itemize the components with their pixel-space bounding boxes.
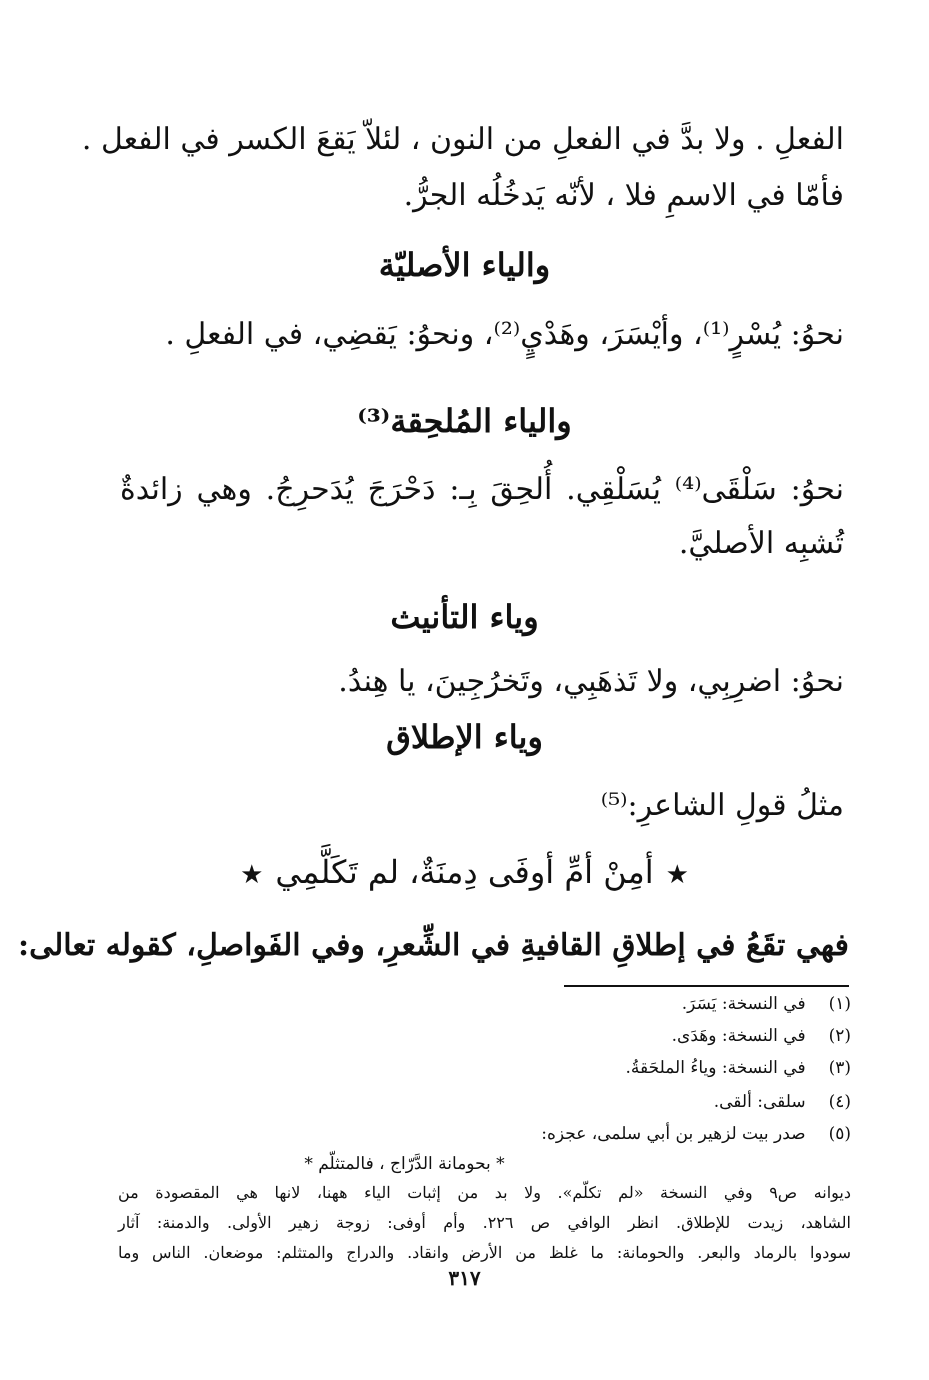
- body-line-5: تُشبِه الأصليَّ.: [678, 526, 844, 561]
- body-line-7: مثلُ قولِ الشاعرِ:⁽⁵⁾: [600, 788, 844, 823]
- footnote-text: في النسخة: وياءُ الملحَقةُ.: [625, 1058, 806, 1078]
- footnote-number: (٥): [828, 1124, 851, 1144]
- footnote-text: في النسخة: يَسَرَ.: [681, 994, 806, 1014]
- footnote-text: سلقى: ألقى.: [713, 1092, 806, 1112]
- body-line-4: نحوُ: سَلْقَى⁽⁴⁾ يُسَلْقِي. أُلحِقَ بِـ: دَحْرَجَ يُدَحرِجُ. وهي زائدةٌ: [120, 472, 844, 507]
- footnote-number: (٢): [828, 1026, 851, 1046]
- footnote-number: (١): [828, 994, 851, 1014]
- footnote-body-line-2: الشاهد، زيدت للإطلاق. انظر الوافي ص ٢٢٦. وأم أوفى: زوجة زهير الأولى. والدمنة: آثار: [118, 1213, 851, 1232]
- footnote-number: (٤): [828, 1092, 851, 1112]
- footnote-1: [80, 992, 851, 1016]
- footnote-verse-line: * بحومانة الدَّرّاج ، فالمتثلّم *: [304, 1154, 505, 1174]
- star-icon: ★: [240, 860, 264, 890]
- footnote-number: (٣): [828, 1058, 851, 1078]
- page-number: ٣١٧: [448, 1266, 481, 1290]
- footnote-divider: [564, 985, 849, 987]
- heading-original-ya: والياء الأصليّة: [378, 246, 551, 284]
- star-icon: ★: [665, 860, 689, 890]
- footnote-3: [80, 1056, 851, 1080]
- body-line-8: فهي تقَعُ في إطلاقِ القافيةِ في الشِّعرِ، وفي الفَواصلِ، كقوله تعالى:: [18, 928, 849, 963]
- footnote-body-line-3: سودوا بالرماد والبعر. والحومانة: ما غلظ من الأرض وانقاد. والدراج والمتثلم: موضعان. الناس وما: [118, 1243, 851, 1262]
- heading-feminine-ya: وياء التأنيث: [390, 598, 539, 636]
- heading-release-ya: وياء الإطلاق: [386, 718, 543, 756]
- verse-text: أمِنْ أمِّ أوفَى دِمنَةٌ، لم تَكَلَّمِي: [275, 853, 654, 891]
- footnote-text: صدر بيت لزهير بن أبي سلمى، عجزه:: [541, 1124, 806, 1144]
- footnote-body-line-1: ديوانه ص٩ وفي النسخة «لم تكلّم». ولا بد من إثبات الياء ههنا، لانها هي المقصودة من: [118, 1183, 852, 1202]
- footnote-text: في النسخة: وهَدَى.: [671, 1026, 806, 1046]
- body-line-1: الفعلِ . ولا بدَّ في الفعلِ من النون ، لئلاّ يَقعَ الكسر في الفعل .: [81, 122, 844, 157]
- footnote-4: [80, 1090, 851, 1114]
- poetry-verse: [0, 850, 929, 897]
- body-line-3: نحوُ: يُسْرٍ⁽¹⁾، وأيْسَرَ، وهَدْيٍ⁽²⁾، ونحوُ: يَقضِي، في الفعلِ .: [165, 317, 844, 352]
- footnote-5: [80, 1122, 851, 1146]
- heading-attached-ya: والياء المُلحِقة⁽³⁾: [357, 402, 572, 440]
- body-line-2: فأمّا في الاسمِ فلا ، لأنّه يَدخُلُه الجرُّ.: [403, 178, 844, 213]
- body-line-6: نحوُ: اضرِبِي، ولا تَذهَبِي، وتَخرُجِينَ، يا هِندُ.: [338, 664, 844, 699]
- footnote-2: [80, 1024, 851, 1048]
